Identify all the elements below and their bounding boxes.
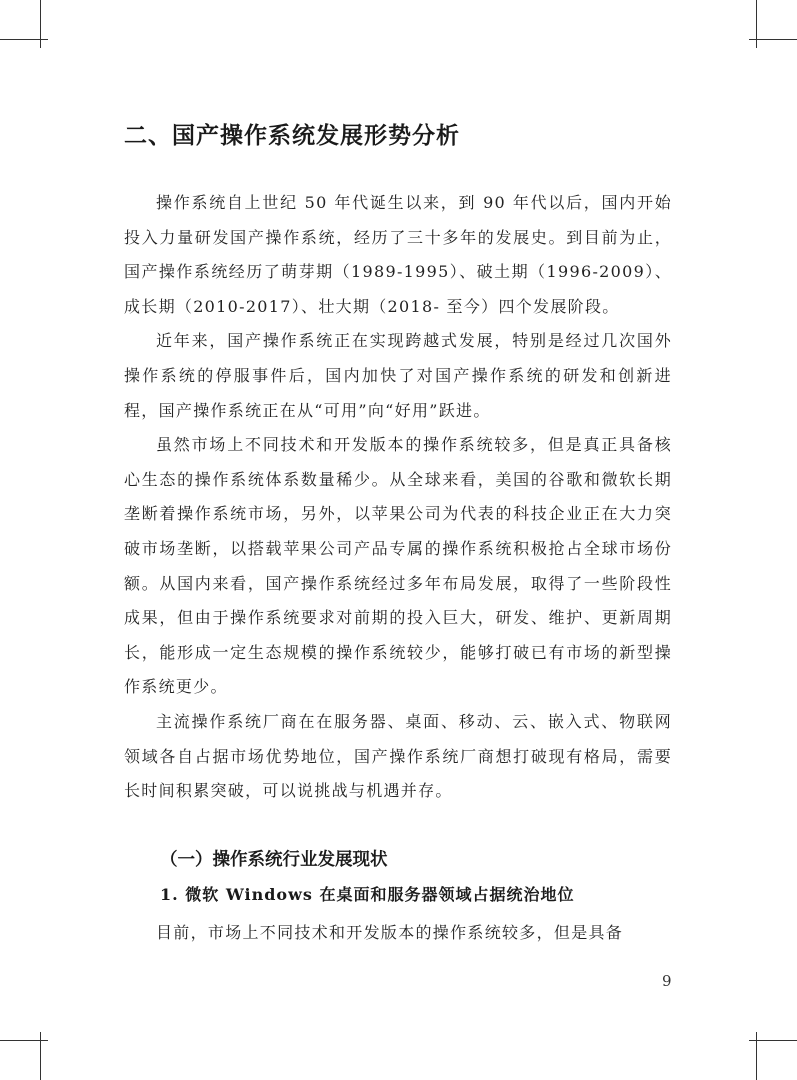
crop-mark-bottom-right-horizontal (749, 1040, 797, 1041)
subsection-heading: （一）操作系统行业发展现状 (160, 850, 388, 870)
item-heading: 1. 微软 Windows 在桌面和服务器领域占据统治地位 (160, 885, 575, 904)
crop-mark-bottom-left-horizontal (0, 1040, 48, 1041)
paragraph: 虽然市场上不同技术和开发版本的操作系统较多，但是真正具备核心生态的操作系统体系数量稀少。从全球来看，美国的谷歌和微软长期垄断着操作系统市场，另外，以苹果公司为代表的科技企业正在大力突破市场垄断，以搭载苹果公司产品专属的操作系统积极抢占全球市场份额。从国内来看，国产操作系统经过多年布局发展，取得了一些阶段性成果，但由于操作系统要求对前期的投入巨大，研发、维护、更新周期长，能形成一定生态规模的操作系统较少，能够打破已有市场的新型操作系统更少。 (124, 435, 672, 697)
section-title: 二、国产操作系统发展形势分析 (124, 123, 460, 149)
crop-mark-top-right-vertical (756, 0, 757, 48)
paragraph: 操作系统自上世纪 50 年代诞生以来，到 90 年代以后，国内开始投入力量研发国产操作系统，经历了三十多年的发展史。到目前为止，国产操作系统经历了萌芽期（1989-1995）、破土期（1996-2009）、成长期（2010-2017）、壮大期（2018- 至今）四个发展阶段。 (124, 193, 672, 316)
crop-mark-top-left-vertical (40, 0, 41, 48)
page-number: 9 (662, 972, 672, 990)
paragraph: 近年来，国产操作系统正在实现跨越式发展，特别是经过几次国外操作系统的停服事件后，国内加快了对国产操作系统的研发和创新进程，国产操作系统正在从“可用”向“好用”跃进。 (124, 331, 672, 420)
crop-mark-top-right-horizontal (749, 39, 797, 40)
crop-mark-top-left-horizontal (0, 39, 48, 40)
body-text (124, 186, 672, 809)
paragraph: 主流操作系统厂商在在服务器、桌面、移动、云、嵌入式、物联网领域各自占据市场优势地位，国产操作系统厂商想打破现有格局，需要长时间积累突破，可以说挑战与机遇并存。 (124, 711, 672, 801)
lead-paragraph: 目前，市场上不同技术和开发版本的操作系统较多，但是具备 (156, 923, 624, 942)
